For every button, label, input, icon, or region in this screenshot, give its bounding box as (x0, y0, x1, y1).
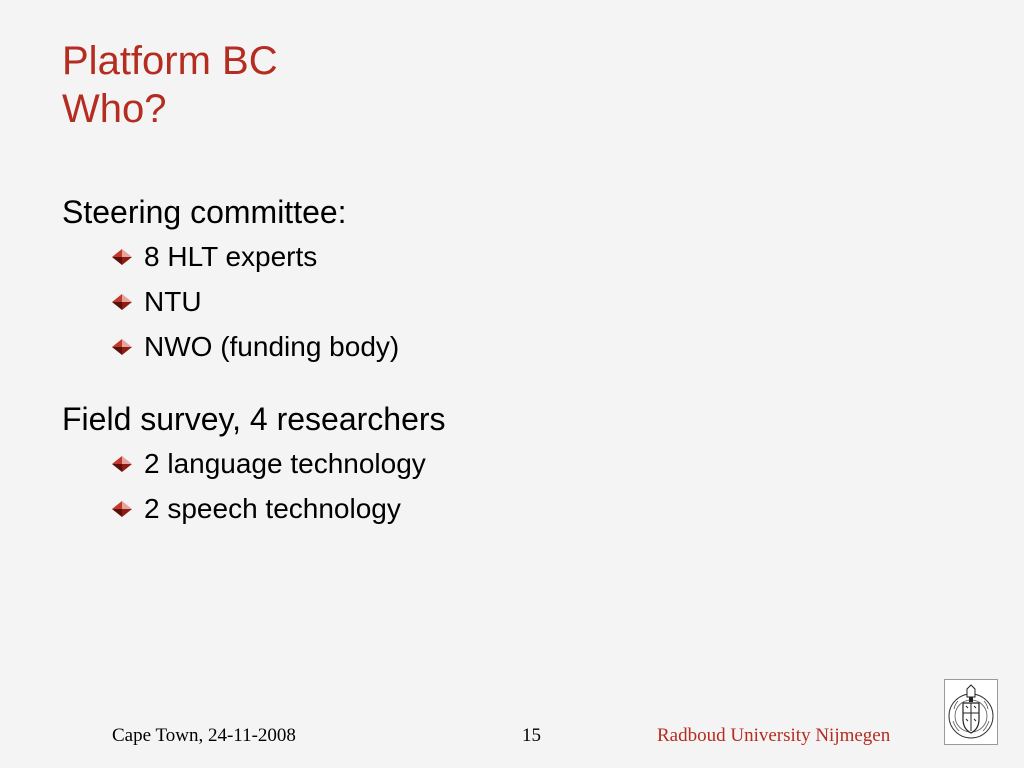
section-field-survey (62, 397, 962, 531)
list-item (62, 324, 962, 369)
list-item-text: 2 speech technology (144, 493, 401, 524)
list-item-text: NTU (144, 286, 202, 317)
footer-institution: Radboud University Nijmegen (657, 725, 891, 746)
bullet-list (62, 234, 962, 369)
list-item (62, 441, 962, 486)
list-item (62, 486, 962, 531)
footer-location-date: Cape Town, 24-11-2008 (112, 725, 296, 746)
slide-title (62, 37, 278, 133)
bullet-list (62, 441, 962, 531)
footer-page-number: 15 (522, 725, 541, 746)
diamond-bullet-icon (111, 248, 133, 266)
list-item (62, 279, 962, 324)
list-item-text: NWO (funding body) (144, 331, 400, 362)
list-item-text: 2 language technology (144, 448, 426, 479)
radboud-seal-logo (944, 679, 998, 745)
slide-title-line-1: Platform BC (62, 39, 278, 83)
slide-title-line-2: Who? (62, 87, 167, 131)
diamond-bullet-icon (111, 338, 133, 356)
slide-body (62, 190, 962, 531)
diamond-bullet-icon (111, 293, 133, 311)
section-heading: Field survey, 4 researchers (62, 401, 446, 437)
list-item-text: 8 HLT experts (144, 241, 318, 272)
diamond-bullet-icon (111, 500, 133, 518)
section-heading: Steering committee: (62, 194, 347, 230)
list-item (62, 234, 962, 279)
diamond-bullet-icon (111, 455, 133, 473)
section-steering-committee (62, 190, 962, 369)
